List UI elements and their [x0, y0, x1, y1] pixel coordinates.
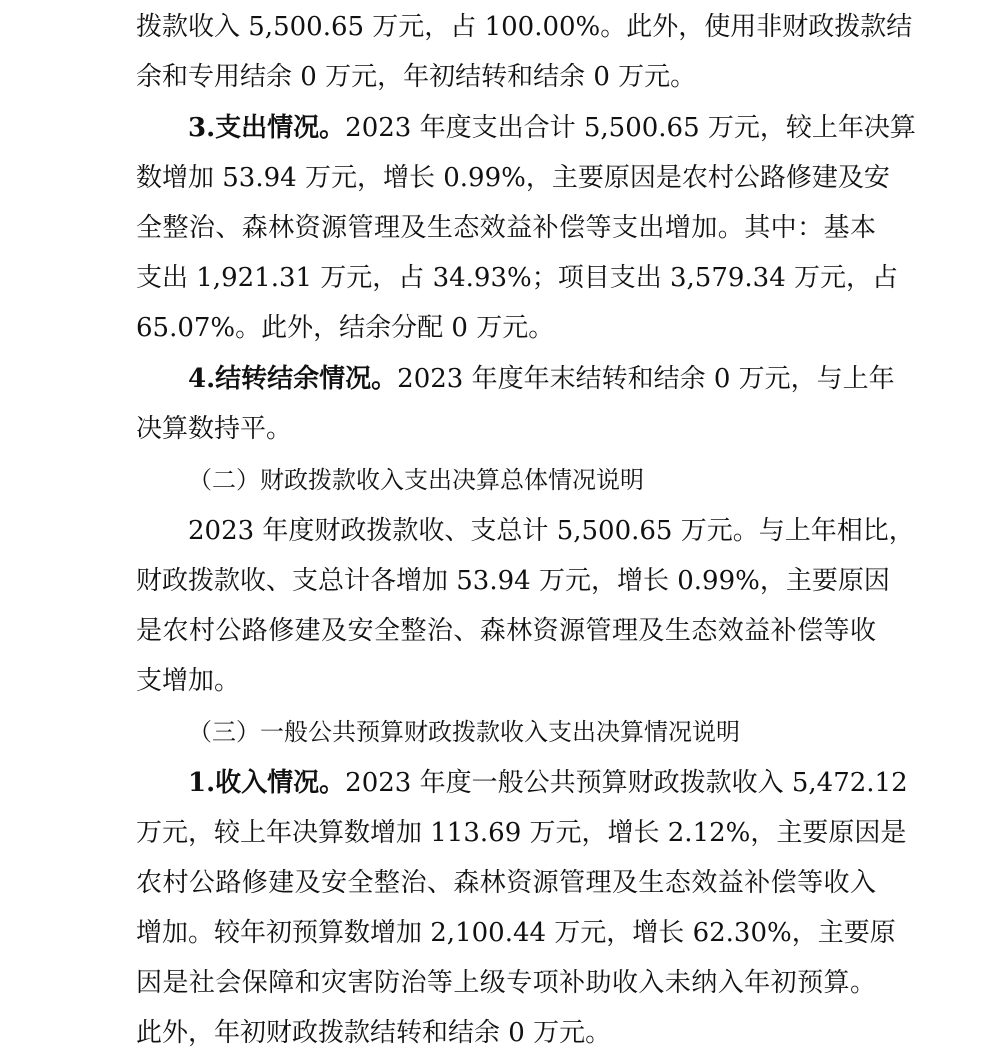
text-line: 2023 年度年末结转和结余 0 万元，与上年 [397, 364, 895, 394]
carryover-paragraph-first-line [188, 359, 895, 399]
text-line: 全整治、森林资源管理及生态效益补偿等支出增加。其中：基本 [136, 213, 876, 243]
text-line: 65.07%。此外，结余分配 0 万元。 [136, 313, 555, 343]
text-line: 2023 年度财政拨款收、支总计 5,500.65 万元。与上年相比， [188, 516, 915, 546]
expense-paragraph-first-line [188, 108, 916, 148]
text-line: 支增加。 [136, 666, 241, 696]
text-line: 万元，较上年决算数增加 113.69 万元，增长 2.12%，主要原因是 [136, 818, 907, 848]
text-line: 增加。较年初预算数增加 2,100.44 万元，增长 62.30%，主要原 [136, 918, 896, 948]
text-line: 支出 1,921.31 万元，占 34.93%；项目支出 3,579.34 万元，占 [136, 263, 899, 293]
text-line: 是农村公路修建及安全整治、森林资源管理及生态效益补偿等收 [136, 616, 876, 646]
text-line: 因是社会保障和灾害防治等上级专项补助收入未纳入年初预算。 [136, 968, 876, 998]
expense-lead: 3.支出情况。 [188, 113, 346, 143]
text-line: 数增加 53.94 万元，增长 0.99%，主要原因是农村公路修建及安 [136, 163, 890, 193]
text-line: 农村公路修建及安全整治、森林资源管理及生态效益补偿等收入 [136, 868, 876, 898]
text-line: 此外，年初财政拨款结转和结余 0 万元。 [136, 1018, 612, 1048]
text-line: 余和专用结余 0 万元，年初结转和结余 0 万元。 [136, 62, 697, 92]
section-heading-two: （二）财政拨款收入支出决算总体情况说明 [188, 466, 644, 494]
income-lead: 1.收入情况。 [188, 768, 346, 798]
text-line: 拨款收入 5,500.65 万元，占 100.00%。此外，使用非财政拨款结 [136, 12, 913, 42]
carryover-lead: 4.结转结余情况。 [188, 364, 398, 394]
section-heading-three: （三）一般公共预算财政拨款收入支出决算情况说明 [188, 718, 740, 746]
text-line: 决算数持平。 [136, 414, 293, 444]
text-line: 2023 年度支出合计 5,500.65 万元，较上年决算 [345, 113, 916, 143]
text-line: 2023 年度一般公共预算财政拨款收入 5,472.12 [345, 768, 908, 798]
text-line: 财政拨款收、支总计各增加 53.94 万元，增长 0.99%，主要原因 [136, 566, 890, 596]
income-paragraph-first-line [188, 763, 908, 803]
